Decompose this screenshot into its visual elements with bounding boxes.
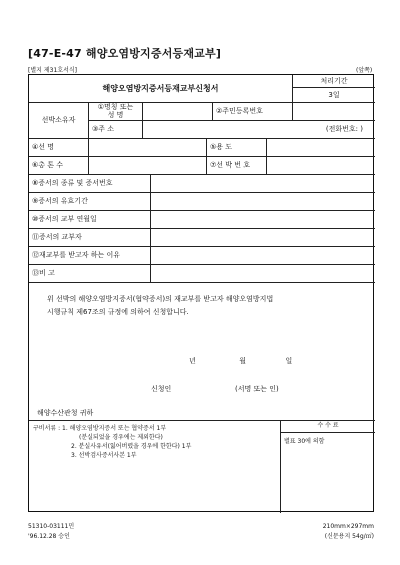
remarks-label: ⑬비 고 (29, 265, 151, 283)
reissue-reason-field[interactable] (151, 247, 375, 265)
issue-date-label: ⑩증서의 교부 연월일 (29, 211, 151, 229)
document-title: [47-E-47 해양오염방지증서등재교부] (28, 47, 222, 60)
month-label: 월 (239, 357, 246, 365)
address-label: ③주 소 (89, 121, 143, 139)
processing-period-value: 3일 (293, 88, 375, 103)
paper-type: (신문용지 54g/㎡) (324, 532, 374, 540)
owner-name-label (89, 103, 143, 121)
form-number: [별지 제31호서식] (28, 67, 77, 74)
fee-value: 별표 30에 의함 (284, 438, 325, 445)
footer-left (28, 522, 74, 541)
recipient: 해양수산관청 귀하 (37, 409, 94, 417)
resident-number-label: ②주민등록번호 (213, 103, 293, 121)
certificate-kind-field[interactable] (151, 175, 375, 193)
page-side-tag: (앞쪽) (356, 67, 373, 74)
fee-label: 수 수 료 (281, 421, 375, 433)
validity-label: ⑨증서의 유효기간 (29, 193, 151, 211)
approval-date: '96.12.28 승인 (28, 532, 70, 540)
remarks-field[interactable] (151, 265, 375, 283)
declaration-line-2: 시행규칙 제67조의 규정에 의하여 신청합니다. (47, 308, 189, 317)
address-field[interactable] (143, 121, 375, 139)
validity-field[interactable] (151, 193, 375, 211)
applicant-signature-label: 신청인 (151, 385, 172, 393)
year-label: 년 (189, 357, 196, 365)
required-documents (29, 421, 281, 513)
use-field[interactable] (267, 139, 375, 157)
required-doc-1: 구비서류 : 1. 해양오염방지증서 또는 협약증서 1부 (33, 425, 167, 432)
processing-period-label: 처리기간 (293, 75, 375, 88)
required-doc-1-note: (분실되었을 경우에는 제외한다) (79, 434, 163, 441)
form-code: 51310-03111민 (28, 523, 75, 530)
reissue-reason-label: ⑫재교부를 받고자 하는 이유 (29, 247, 151, 265)
ship-name-label: ④선 명 (29, 139, 89, 157)
day-label: 일 (285, 357, 293, 365)
issuer-field[interactable] (151, 229, 375, 247)
ship-number-field[interactable] (267, 157, 375, 175)
footer-right (276, 522, 374, 541)
paper-size: 210mm×297mm (322, 523, 374, 530)
declaration-text (47, 293, 369, 320)
phone-label: (전화번호: ) (325, 125, 363, 134)
owner-name-label-line2: 성 명 (107, 110, 124, 119)
issuer-label: ⑪증서의 교부자 (29, 229, 151, 247)
resident-number-field[interactable] (293, 103, 375, 121)
applicant-label: 선박소유자 (29, 103, 89, 139)
certificate-kind-label: ⑧증서의 종류 및 증서번호 (29, 175, 151, 193)
gross-tonnage-label: ⑥총 톤 수 (29, 157, 89, 175)
declaration-area (29, 283, 375, 421)
required-doc-2: 2. 분실사유서(잃어버렸을 경우에 한한다) 1부 (71, 443, 192, 450)
application-form (28, 74, 374, 512)
gross-tonnage-field[interactable] (89, 157, 207, 175)
required-doc-3: 3. 선박검사증서사본 1부 (71, 452, 137, 459)
owner-name-label-line1: ①명칭 또는 (97, 103, 134, 112)
issue-date-field[interactable] (151, 211, 375, 229)
declaration-line-1: 위 선박의 해양오염방지증서(협약증서)의 재교부를 받고자 해양오염방지법 (47, 295, 274, 303)
owner-name-field[interactable] (143, 103, 213, 121)
use-label: ⑤용 도 (207, 139, 267, 157)
signature-note: (서명 또는 인) (235, 385, 279, 393)
ship-number-label: ⑦선 박 번 호 (207, 157, 267, 175)
date-line (189, 355, 319, 368)
ship-name-field[interactable] (89, 139, 207, 157)
form-heading: 해양오염방지증서등재교부신청서 (29, 75, 293, 103)
